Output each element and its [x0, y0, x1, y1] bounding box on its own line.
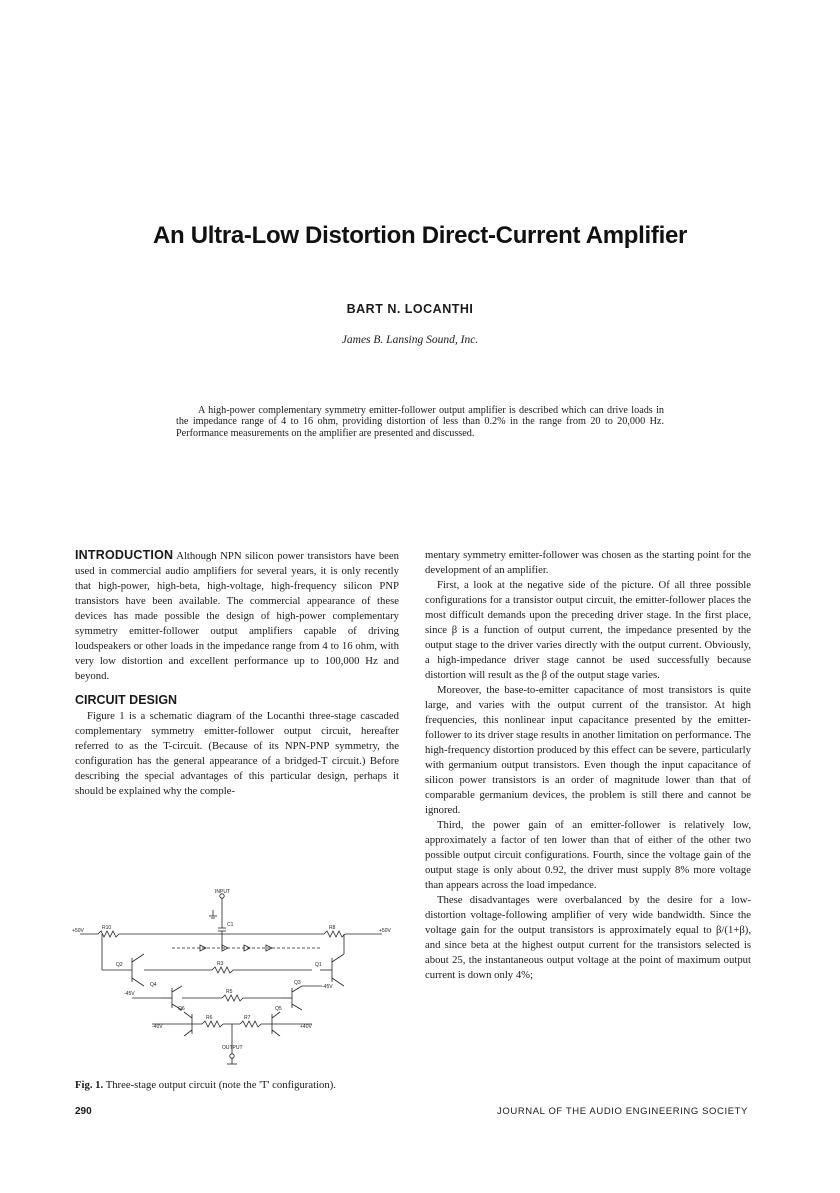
fig-label-c1: C1 [227, 922, 234, 928]
author-affiliation: James B. Lansing Sound, Inc. [341, 334, 479, 346]
circuit-schematic [72, 888, 402, 1068]
fig-label-v-pos-right: +50V [379, 928, 391, 934]
introduction-text: Although NPN silicon power transistors have been used in commercial audio amplifiers for several years, it is only recently that high-power, high-beta, high-voltage, high-frequency silicon PNP transistors have been available. The commercial appearance of these devices has made possible the design of high-power complementary symmetry emitter-follower output amplifiers capable of driving loudspeakers or other loads in the impedance range from 4 to 16 ohm, with very low distortion and excellent performance up to 100,000 Hz and beyond. [75, 550, 399, 682]
introduction-paragraph [75, 548, 399, 684]
figure-caption [75, 1079, 405, 1092]
fig-label-output: OUTPUT [222, 1045, 243, 1051]
right-column [425, 548, 751, 983]
fig-label-q3: Q3 [294, 980, 301, 986]
figure-caption-text: Three-stage output circuit (note the 'T' configuration). [105, 1079, 336, 1091]
fig-label-v-neg-mid: -45V [124, 991, 135, 997]
right-paragraph-5: These disadvantages were overbalanced by the desire for a low-distortion voltage-following amplifier of very wide bandwidth. Since the voltage gain for the output transistors is approximately equal to β/(1+β), and since beta at the highest output current for the transistors selected is about 25, the instantaneous output voltage at the point of maximum output current is down only 4%; [425, 894, 751, 981]
circuit-design-heading: CIRCUIT DESIGN [75, 693, 178, 707]
abstract: A high-power complementary symmetry emitter-follower output amplifier is described which can drive loads in the impedance range of 4 to 16 ohm, providing distortion of less than 0.2% in the range from 20 to 20,000 Hz. Performance measurements on the amplifier are presented and discussed. [176, 405, 664, 439]
fig-label-v-pos-bottom: +40V [300, 1024, 312, 1030]
paper-title: An Ultra-Low Distortion Direct-Current Amplifier [152, 222, 688, 249]
fig-label-r10: R10 [102, 925, 112, 931]
circuit-design-paragraph: Figure 1 is a schematic diagram of the Locanthi three-stage cascaded complementary symmetry emitter-follower output circuit, hereafter referred to as the T-circuit. (Because of its NPN-PNP symmetry, the configuration has the general appearance of a bridged-T circuit.) Before describing the special advantages of this particular design, perhaps it should be explained why the comple- [75, 710, 399, 797]
right-paragraph-4: Third, the power gain of an emitter-follower is relatively low, approximately a factor of ten lower than that of either of the other two possible output circuit configurations. Fourth, since the voltage gain of the output stage is only about 0.92, the driver must supply 8% more voltage than appears across the load impedance. [425, 819, 751, 891]
fig-label-v-pos-left: +50V [72, 928, 84, 934]
left-column [75, 548, 399, 799]
fig-label-q4: Q4 [150, 982, 157, 988]
fig-label-q6: Q6 [178, 1006, 185, 1012]
fig-label-r8: R8 [329, 925, 336, 931]
page-number: 290 [75, 1106, 92, 1117]
fig-label-r5: R5 [226, 989, 233, 995]
fig-label-v-neg-right: -45V [322, 984, 333, 990]
fig-label-r6: R6 [206, 1015, 213, 1021]
author-name: BART N. LOCANTHI [346, 302, 474, 316]
fig-label-r7: R7 [244, 1015, 251, 1021]
right-paragraph-1: mentary symmetry emitter-follower was chosen as the starting point for the development of an amplifier. [425, 549, 751, 576]
fig-label-q2: Q2 [116, 962, 123, 968]
fig-label-input: INPUT [215, 889, 230, 895]
introduction-heading: INTRODUCTION [75, 548, 174, 562]
fig-label-r3: R3 [217, 961, 224, 967]
fig-label-q1: Q1 [315, 962, 322, 968]
fig-label-q5: Q5 [275, 1006, 282, 1012]
journal-name: JOURNAL OF THE AUDIO ENGINEERING SOCIETY [497, 1106, 748, 1117]
figure-caption-label: Fig. 1. [75, 1079, 104, 1091]
fig-label-v-neg-bottom: -40V [152, 1024, 163, 1030]
right-paragraph-2: First, a look at the negative side of the picture. Of all three possible configurations for a transistor output circuit, the emitter-follower places the most difficult demands upon the preceding driver stage. In the first place, since β is a function of output current, the impedance presented by the output stage to the driver varies directly with the output current. Obviously, a high-impedance driver stage cannot be used successfully because distortion will result as the β of the output stage varies. [425, 579, 751, 681]
right-paragraph-3: Moreover, the base-to-emitter capacitance of most transistors is quite large, and varies with the output current of the transistor. At high frequencies, this nonlinear input capacitance presented by the emitter-follower to its driver stage results in another limitation on performance. The high-frequency distortion produced by this effect can be severe, particularly with germanium output transistors. Even though the input capacitance of silicon power transistors is an order of magnitude lower than that of comparable germanium devices, the problem is still there and cannot be ignored. [425, 684, 751, 816]
